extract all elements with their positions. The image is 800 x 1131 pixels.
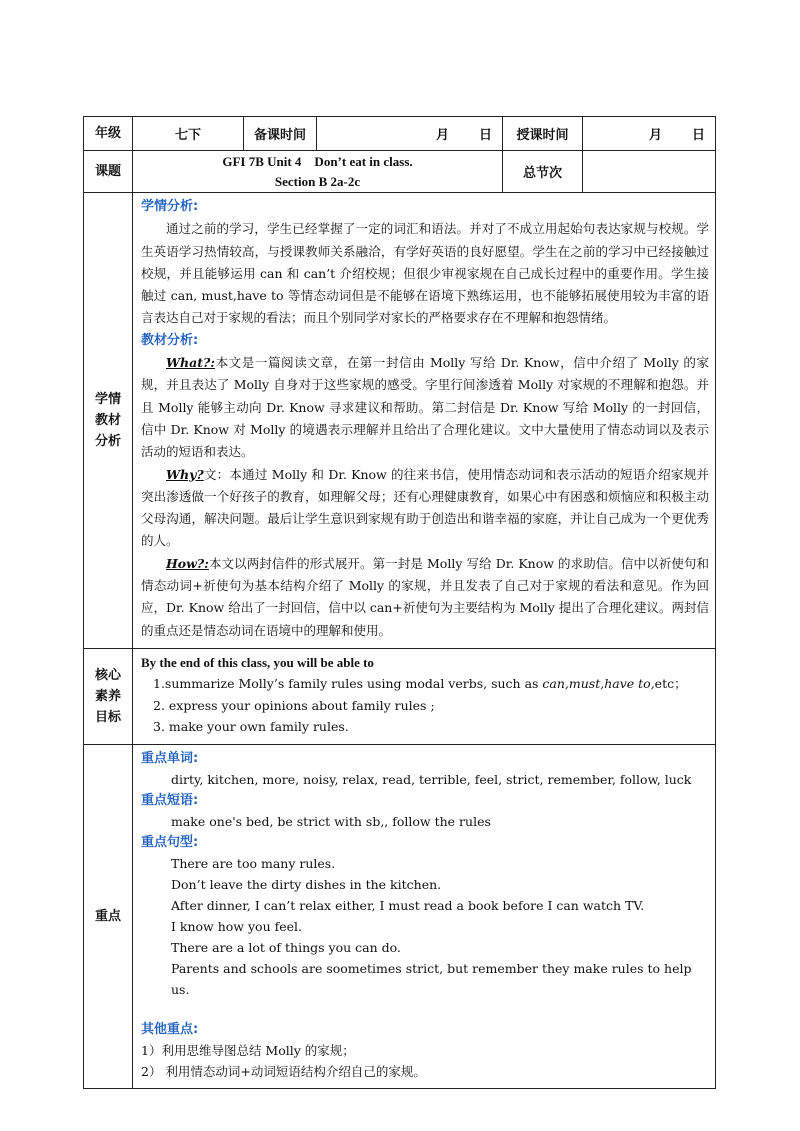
why-text: 文：本通过 Molly 和 Dr. Know 的往来书信，使用情态动词和表示活动的短语介绍家规并突出渗透做一个好孩子的教育，如理解父母；还有心理健康教育，如果心中有困惑和烦恼应和积极主动父母沟通，解决问题。最后让学生意识到家规有助于创造出和谐幸福的家庭，并让自己成为一个更优秀的人。: [141, 466, 709, 549]
analysis-label-1: 学情: [94, 391, 121, 407]
goal-item-1-tail: etc；: [654, 676, 687, 692]
teach-time-label: 授课时间: [503, 117, 583, 151]
lesson-plan-table: [83, 116, 716, 1089]
teach-day: 日: [691, 128, 705, 143]
student-analysis-text: 通过之前的学习，学生已经掌握了一定的词汇和语法。并对了不成立用起始句表达家规与校规。学生英语学习热情较高，与授课教师关系融洽，有学好英语的良好愿望。学生在之前的学习中已经接触过校规，并且能够运用 can 和 can’t 介绍校规；但很少审视家规在自己成长过程中的重要作用。学生接触过 can, must,have to 等情态动词但是不能够在语境下熟练运用，也不能够拓展使用较为丰富的语言表达自己对于家规的看法；而且个别同学对家长的严格要求存在不理解和抱怨情绪。: [141, 221, 709, 326]
teach-month: 月: [648, 128, 662, 143]
student-analysis-heading: 学情分析:: [141, 199, 199, 214]
analysis-content: [133, 193, 716, 649]
why-lead: Why?: [166, 466, 204, 482]
prep-month: 月: [435, 128, 449, 143]
key-points-row: [84, 744, 716, 1088]
key-sentence: After dinner, I can’t relax either, I must read a book before I can watch TV.: [171, 897, 645, 913]
key-phrases: make one's bed, be strict with sb,, follow the rules: [171, 813, 491, 829]
key-sentence: Don’t leave the dirty dishes in the kitchen.: [171, 876, 442, 892]
prep-day: 日: [478, 128, 492, 143]
key-sentence: Parents and schools are soometimes strict, but remember they make rules to help us.: [171, 960, 692, 997]
other-point: 2） 利用情态动词+动词短语结构介绍自己的家规。: [141, 1063, 426, 1079]
key-words-heading: 重点单词:: [141, 750, 199, 766]
analysis-row: [84, 193, 716, 649]
goals-content: [133, 648, 716, 744]
goal-item-1-text: 1.summarize Molly’s family rules using modal verbs, such as: [153, 676, 543, 692]
prep-time-label: 备课时间: [244, 117, 317, 151]
goal-item-1: [141, 673, 709, 695]
analysis-label-2: 教材: [94, 412, 121, 428]
key-points-label: 重点: [84, 744, 133, 1088]
key-sentence: There are too many rules.: [171, 855, 336, 871]
key-sentence: There are a lot of things you can do.: [171, 939, 401, 955]
analysis-label-3: 分析: [94, 433, 121, 449]
goals-row: [84, 648, 716, 744]
teach-date: [583, 117, 716, 151]
analysis-label: [84, 193, 133, 649]
key-phrases-heading: 重点短语:: [141, 792, 199, 808]
key-points-content: [133, 744, 716, 1088]
what-paragraph: [141, 352, 709, 463]
topic-line-1: GFI 7B Unit 4 Don’t eat in class.: [222, 153, 413, 169]
topic-row: [84, 151, 716, 193]
topic-label: 课题: [84, 151, 133, 193]
header-row: [84, 117, 716, 151]
goals-heading: By the end of this class, you will be able to: [141, 654, 374, 670]
goals-label-1: 核心: [94, 667, 121, 683]
goal-item-3: 3. make your own family rules.: [153, 719, 349, 735]
how-text: 本文以两封信件的形式展开。第一封是 Molly 写给 Dr. Know 的求助信。信中以祈使句和情态动词+祈使句为基本结构介绍了 Molly 的家规，并且发表了自己对于家规的看法和意见。作为回应，Dr. Know 给出了一封回信，信中以 can+祈使句为主要结构为 Molly 提出了合理化建议。两封信的重点还是情态动词在语境中的理解和使用。: [141, 555, 709, 638]
total-sessions-value: [583, 151, 716, 193]
goals-label: [84, 648, 133, 744]
material-analysis-heading: 教材分析:: [141, 332, 199, 348]
goals-label-2: 素养: [94, 688, 121, 704]
total-sessions-label: 总节次: [503, 151, 583, 193]
grade-value: 七下: [133, 117, 244, 151]
grade-label: 年级: [84, 117, 133, 151]
prep-date: [317, 117, 503, 151]
how-paragraph: [141, 553, 709, 642]
spacer: [141, 1000, 709, 1019]
key-words: dirty, kitchen, more, noisy, relax, read, terrible, feel, strict, remember, follow, luck: [171, 771, 692, 787]
how-lead: How?:: [166, 555, 209, 571]
why-paragraph: [141, 464, 709, 553]
other-point: 1）利用思维导图总结 Molly 的家规；: [141, 1042, 355, 1058]
topic-line-2: Section B 2a-2c: [274, 173, 361, 189]
what-text: 本文是一篇阅读文章，在第一封信由 Molly 写给 Dr. Know，信中介绍了 Molly 的家规，并且表达了 Molly 自身对于这些家规的感受。字里行间渗透着 Molly 对家规的不理解和抱怨。并且 Molly 能够主动向 Dr. Know 寻求建议和帮助。第二封信是 Dr. Know 写给 Molly 的一封回信，信中 Dr. Know 对 Molly 的境遇表示理解并且给出了合理化建议。文中大量使用了情态动词以及表示活动的短语和表达。: [141, 355, 709, 460]
topic-title: [133, 151, 503, 193]
key-sentence: I know how you feel.: [171, 918, 302, 934]
other-points-heading: 其他重点:: [141, 1021, 199, 1037]
goals-label-3: 目标: [94, 709, 121, 725]
goal-item-2: 2. express your opinions about family rules ;: [153, 697, 435, 713]
what-lead: What?:: [166, 355, 215, 371]
goal-item-1-italic: can,must,have to,: [542, 676, 655, 692]
key-sentences-heading: 重点句型:: [141, 834, 199, 850]
